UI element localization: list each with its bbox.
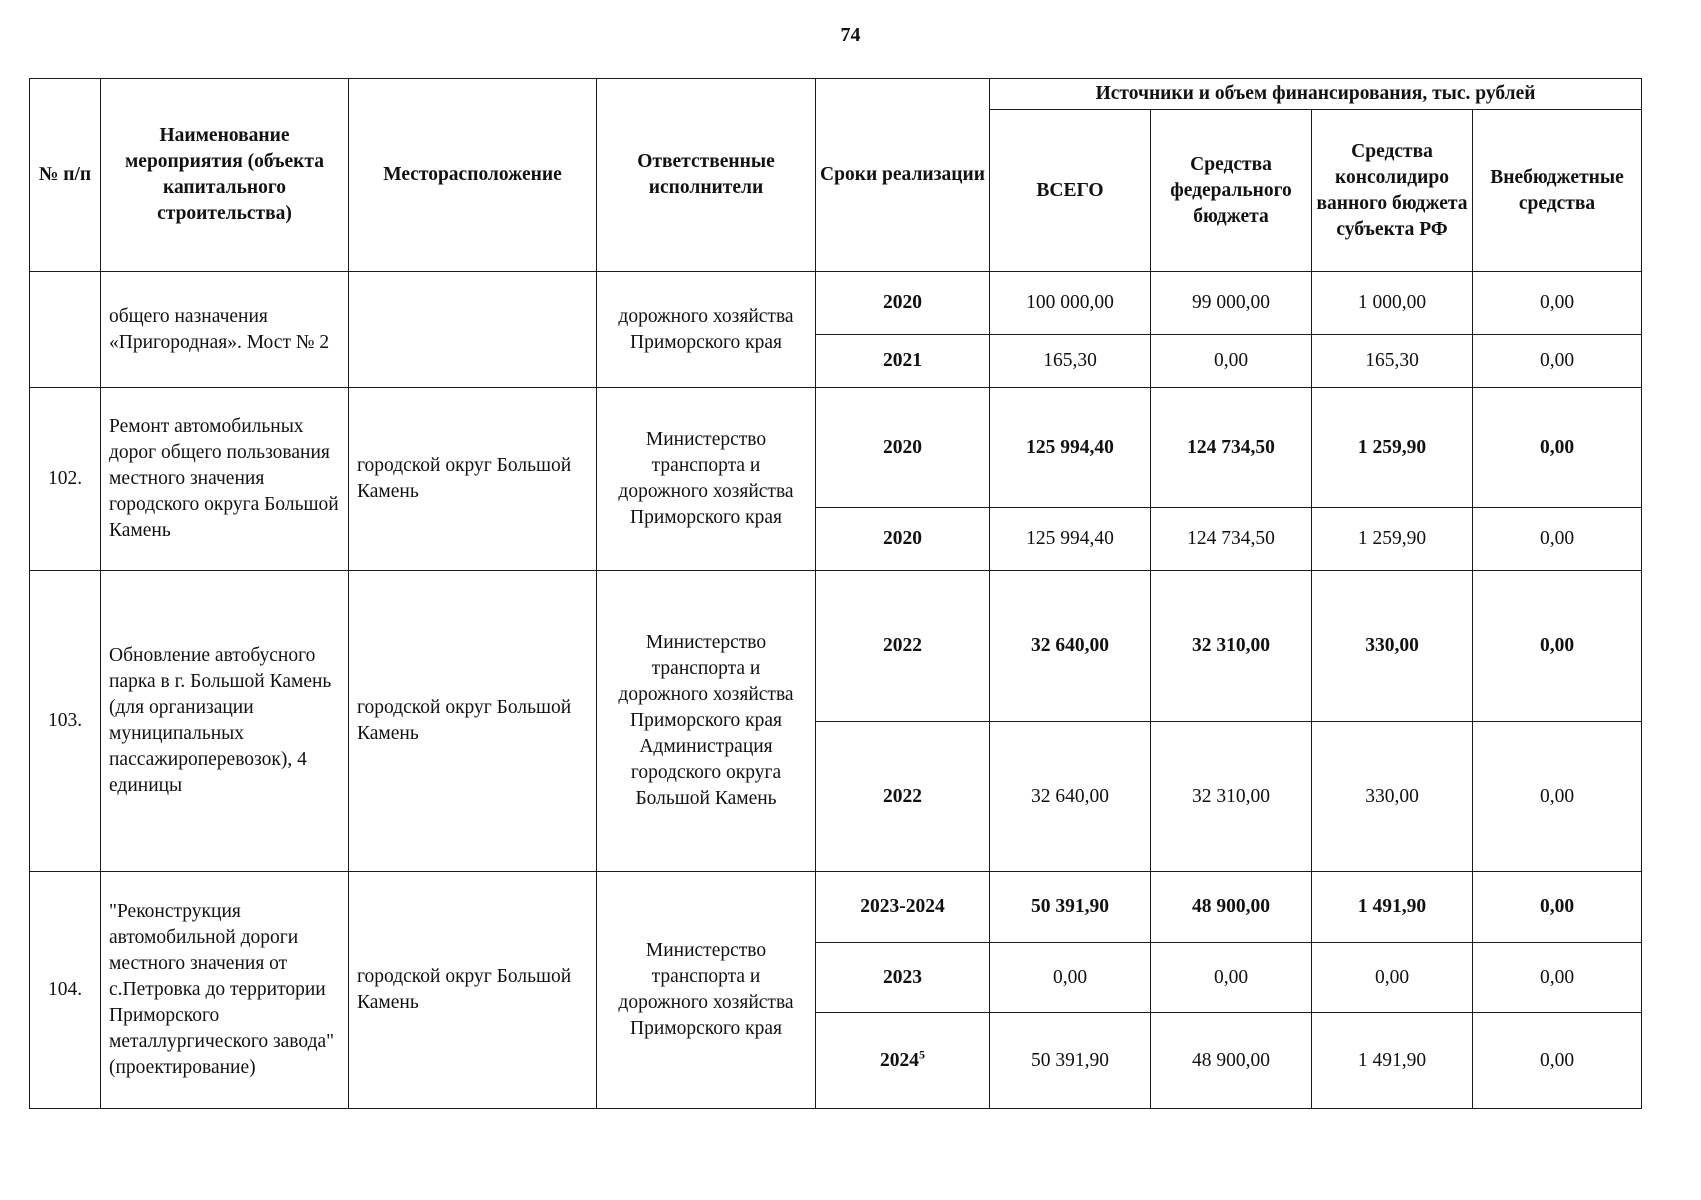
row-year: 2022 <box>816 571 990 722</box>
header-total: ВСЕГО <box>990 110 1151 272</box>
row-total: 100 000,00 <box>990 272 1151 335</box>
row-year: 2023-2024 <box>816 872 990 943</box>
row-extra: 0,00 <box>1473 335 1642 388</box>
row-regional: 165,30 <box>1312 335 1473 388</box>
header-executors: Ответственные исполнители <box>597 79 816 272</box>
funding-table <box>29 78 1642 1109</box>
header-federal: Средства федерального бюджета <box>1151 110 1312 272</box>
row-extra: 0,00 <box>1473 508 1642 571</box>
row-federal: 0,00 <box>1151 335 1312 388</box>
row-year: 2023 <box>816 943 990 1013</box>
row-extra: 0,00 <box>1473 872 1642 943</box>
row-federal: 32 310,00 <box>1151 571 1312 722</box>
header-location: Месторасположение <box>349 79 597 272</box>
row-regional: 330,00 <box>1312 722 1473 872</box>
row-total: 32 640,00 <box>990 722 1151 872</box>
row-num: 104. <box>30 872 101 1109</box>
row-name: Ремонт автомобильных дорог общего пользования местного значения городского округа Большой Камень <box>101 388 349 571</box>
row-total: 125 994,40 <box>990 508 1151 571</box>
row-year-value: 2024 <box>880 1049 919 1071</box>
table-row <box>30 272 1642 335</box>
header-funding-group: Источники и объем финансирования, тыс. рублей <box>990 79 1642 110</box>
row-year: 2020 <box>816 272 990 335</box>
footnote-mark: 5 <box>919 1047 925 1061</box>
row-location <box>349 272 597 388</box>
row-total: 50 391,90 <box>990 1013 1151 1109</box>
row-year: 2020 <box>816 508 990 571</box>
row-total: 165,30 <box>990 335 1151 388</box>
row-name: Обновление автобусного парка в г. Большой Камень (для организации муниципальных пассажироперевозок), 4 единицы <box>101 571 349 872</box>
row-executors: дорожного хозяйства Приморского края <box>597 272 816 388</box>
row-federal: 32 310,00 <box>1151 722 1312 872</box>
row-extra: 0,00 <box>1473 571 1642 722</box>
row-year: 2020 <box>816 388 990 508</box>
header-terms: Сроки реализации <box>816 79 990 272</box>
row-regional: 1 491,90 <box>1312 1013 1473 1109</box>
table-row <box>30 388 1642 508</box>
row-num <box>30 272 101 388</box>
row-total: 50 391,90 <box>990 872 1151 943</box>
row-total: 0,00 <box>990 943 1151 1013</box>
row-executors: Министерство транспорта и дорожного хозяйства Приморского края <box>597 872 816 1109</box>
row-total: 125 994,40 <box>990 388 1151 508</box>
row-year: 2021 <box>816 335 990 388</box>
row-extra: 0,00 <box>1473 943 1642 1013</box>
row-extra: 0,00 <box>1473 722 1642 872</box>
row-executors: Министерство транспорта и дорожного хозяйства Приморского края <box>597 388 816 571</box>
row-name: "Реконструкция автомобильной дороги местного значения от с.Петровка до территории Приморского металлургического завода" (проектирование) <box>101 872 349 1109</box>
row-total: 32 640,00 <box>990 571 1151 722</box>
row-federal: 99 000,00 <box>1151 272 1312 335</box>
header-extra: Внебюджетные средства <box>1473 110 1642 272</box>
row-regional: 0,00 <box>1312 943 1473 1013</box>
row-executors: Министерство транспорта и дорожного хозяйства Приморского края Администрация городского округа Большой Камень <box>597 571 816 872</box>
row-federal: 48 900,00 <box>1151 1013 1312 1109</box>
row-regional: 1 259,90 <box>1312 388 1473 508</box>
row-regional: 1 000,00 <box>1312 272 1473 335</box>
header-row-1 <box>30 79 1642 110</box>
header-regional: Средства консолидиро ванного бюджета субъекта РФ <box>1312 110 1473 272</box>
row-location: городской округ Большой Камень <box>349 872 597 1109</box>
row-federal: 124 734,50 <box>1151 388 1312 508</box>
row-federal: 48 900,00 <box>1151 872 1312 943</box>
header-num: № п/п <box>30 79 101 272</box>
row-regional: 1 259,90 <box>1312 508 1473 571</box>
row-federal: 124 734,50 <box>1151 508 1312 571</box>
row-num: 103. <box>30 571 101 872</box>
row-regional: 1 491,90 <box>1312 872 1473 943</box>
row-year: 2022 <box>816 722 990 872</box>
row-year <box>816 1013 990 1109</box>
row-federal: 0,00 <box>1151 943 1312 1013</box>
row-regional: 330,00 <box>1312 571 1473 722</box>
table-row <box>30 571 1642 722</box>
row-extra: 0,00 <box>1473 1013 1642 1109</box>
page-number: 74 <box>840 24 861 46</box>
row-extra: 0,00 <box>1473 388 1642 508</box>
header-name: Наименование мероприятия (объекта капитального строительства) <box>101 79 349 272</box>
row-num: 102. <box>30 388 101 571</box>
row-location: городской округ Большой Камень <box>349 388 597 571</box>
row-extra: 0,00 <box>1473 272 1642 335</box>
row-location: городской округ Большой Камень <box>349 571 597 872</box>
table-row <box>30 872 1642 943</box>
row-name: общего назначения «Пригородная». Мост № 2 <box>101 272 349 388</box>
